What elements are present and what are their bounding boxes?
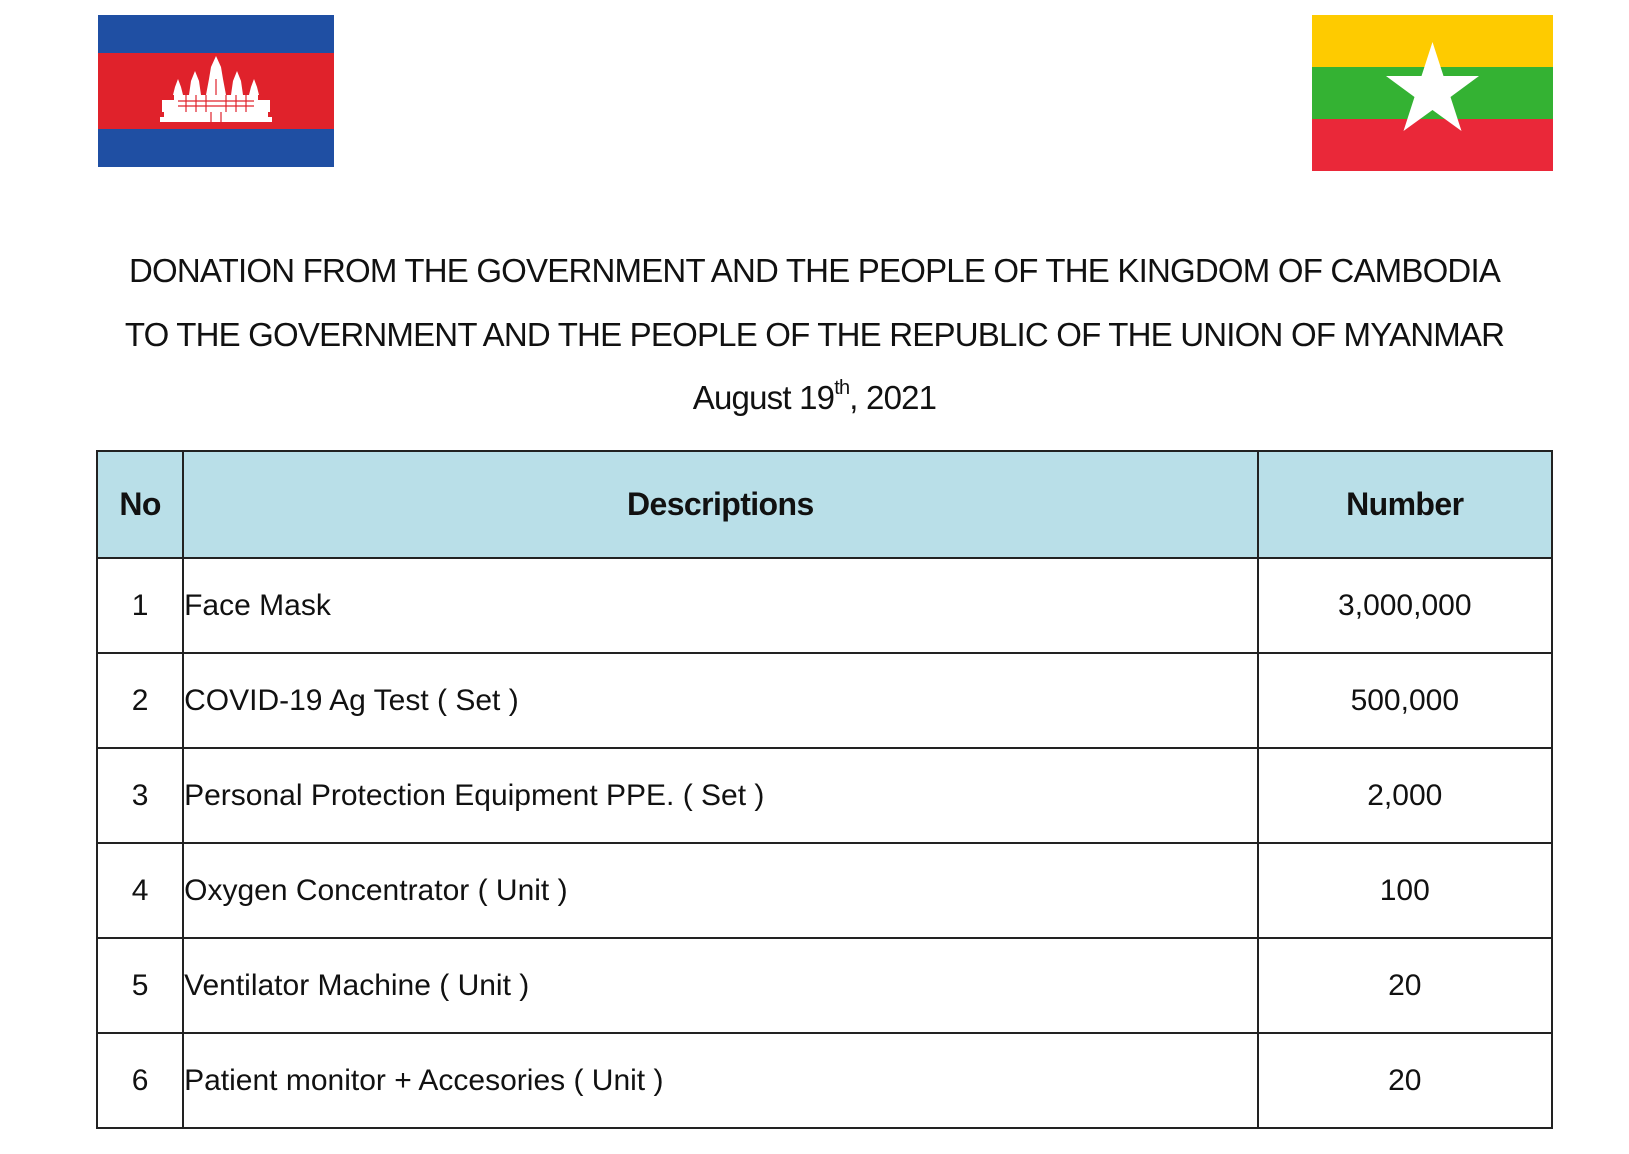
row-description: COVID-19 Ag Test ( Set ) — [183, 653, 1257, 748]
column-header-no: No — [97, 451, 183, 558]
table-row — [97, 653, 1552, 748]
row-description: Ventilator Machine ( Unit ) — [183, 938, 1257, 1033]
donation-table — [96, 450, 1553, 1129]
table-row — [97, 938, 1552, 1033]
table-row — [97, 1033, 1552, 1128]
row-number: 2,000 — [1258, 748, 1552, 843]
row-no: 5 — [97, 938, 183, 1033]
row-number: 20 — [1258, 1033, 1552, 1128]
title-line-1: DONATION FROM THE GOVERNMENT AND THE PEOPLE OF THE KINGDOM OF CAMBODIA — [128, 252, 1501, 289]
table-header-row — [97, 451, 1552, 558]
title-line-2: TO THE GOVERNMENT AND THE PEOPLE OF THE REPUBLIC OF THE UNION OF MYANMAR — [124, 316, 1505, 353]
row-no: 4 — [97, 843, 183, 938]
row-number: 500,000 — [1258, 653, 1552, 748]
row-description: Patient monitor + Accesories ( Unit ) — [183, 1033, 1257, 1128]
column-header-description: Descriptions — [183, 451, 1257, 558]
date-year: , 2021 — [849, 379, 937, 416]
row-number: 20 — [1258, 938, 1552, 1033]
table-row — [97, 843, 1552, 938]
row-description: Personal Protection Equipment PPE. ( Set ) — [183, 748, 1257, 843]
myanmar-flag-icon — [1312, 15, 1553, 171]
table-row — [97, 748, 1552, 843]
cambodia-flag-icon — [98, 15, 334, 167]
donation-date — [0, 379, 1629, 417]
column-header-number: Number — [1258, 451, 1552, 558]
row-no: 1 — [97, 558, 183, 653]
row-number: 3,000,000 — [1258, 558, 1552, 653]
row-number: 100 — [1258, 843, 1552, 938]
row-description: Oxygen Concentrator ( Unit ) — [183, 843, 1257, 938]
table-row — [97, 558, 1552, 653]
row-no: 3 — [97, 748, 183, 843]
row-no: 2 — [97, 653, 183, 748]
row-no: 6 — [97, 1033, 183, 1128]
date-prefix: August 19 — [692, 379, 835, 416]
row-description: Face Mask — [183, 558, 1257, 653]
date-ordinal-suffix: th — [834, 377, 850, 399]
